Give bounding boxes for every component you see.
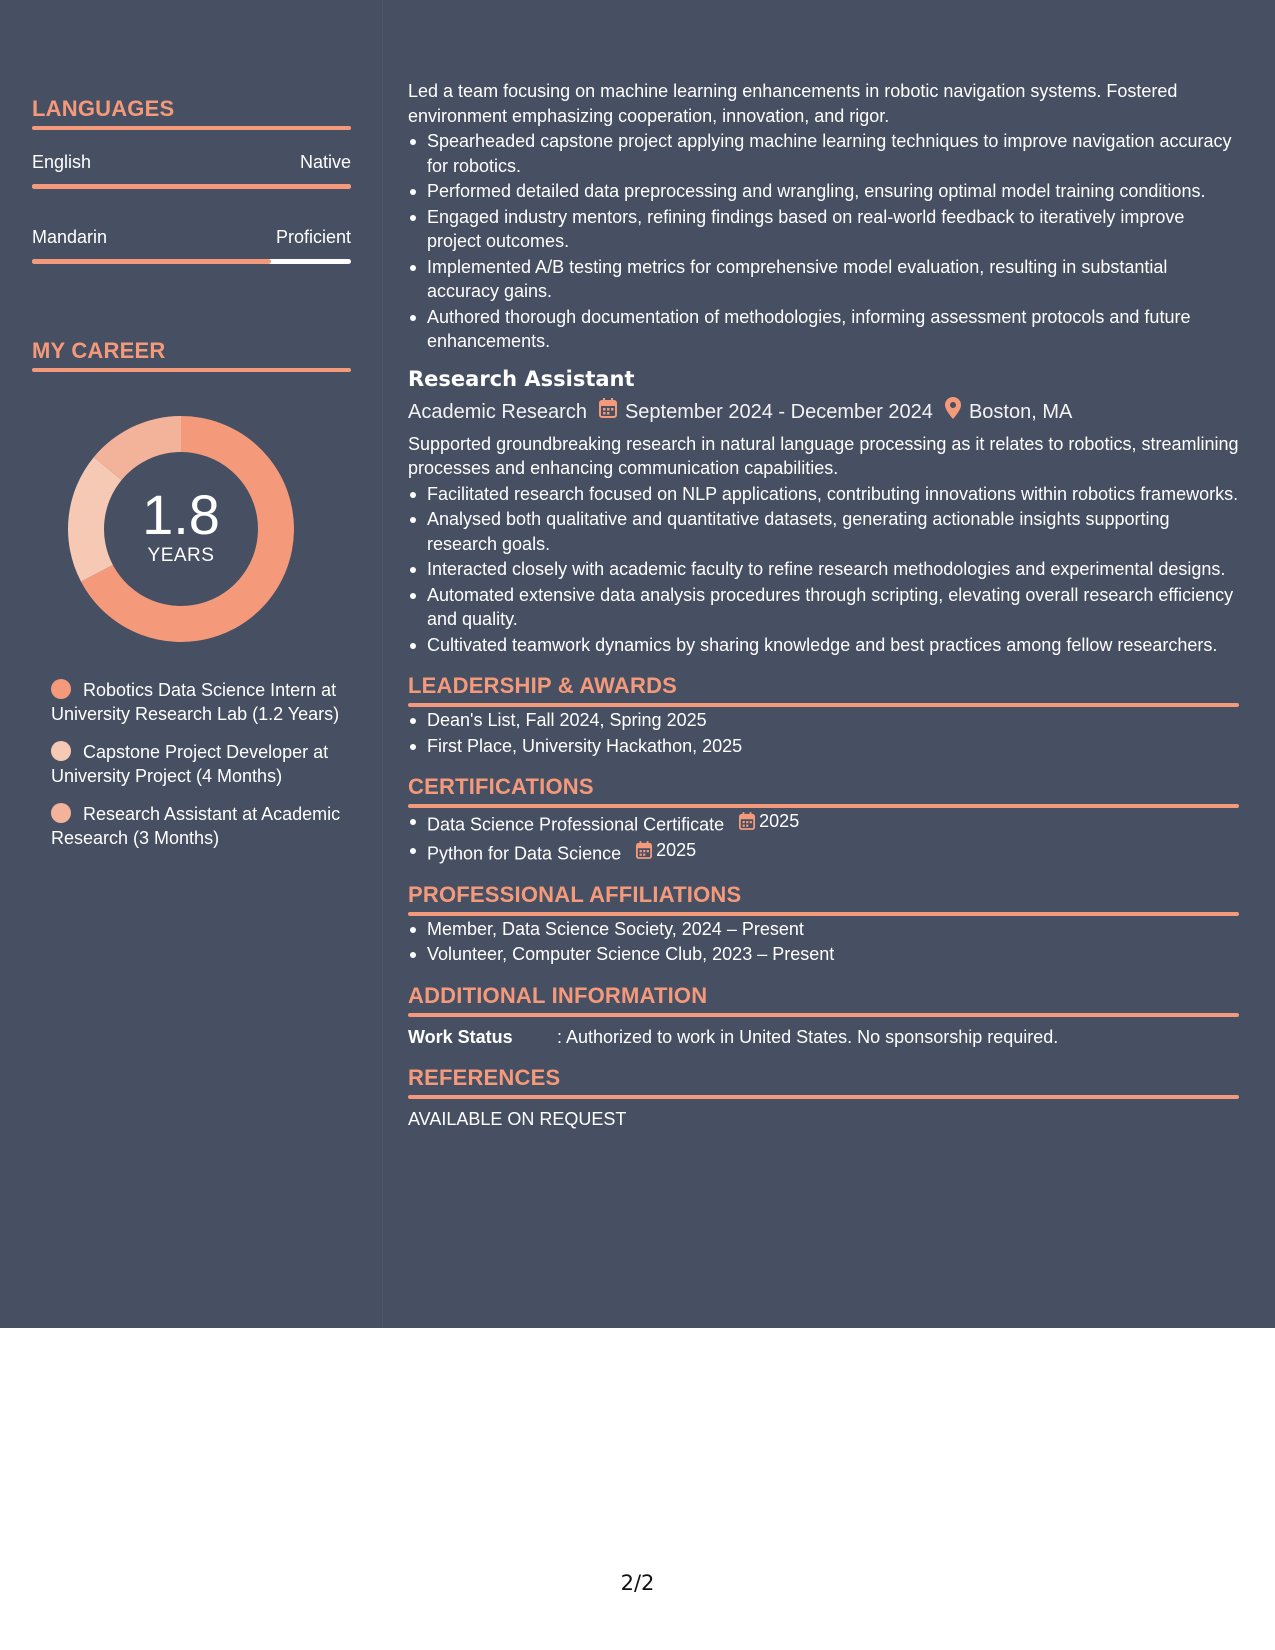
language-row — [32, 225, 351, 249]
job-entry — [408, 365, 1239, 658]
language-proficiency-fill — [32, 259, 271, 264]
references-section — [408, 1063, 1239, 1132]
legend-dot-icon — [51, 679, 71, 699]
job-summary: Led a team focusing on machine learning enhancements in robotic navigation systems. Fostered environment emphasizing cooperation, innovation, and rigor. — [408, 81, 1178, 126]
leadership-list — [408, 708, 1239, 758]
language-row — [32, 150, 351, 174]
language-name: English — [32, 152, 92, 172]
work-status-row — [408, 1025, 1239, 1049]
main-content — [408, 79, 1239, 1131]
legend-item — [51, 740, 341, 788]
language-proficiency-fill — [32, 184, 351, 189]
list-item: Performed detailed data preprocessing and wrangling, ensuring optimal model training conditions. — [408, 179, 1239, 204]
language-name: Mandarin — [32, 227, 108, 247]
cert-year-value: 2025 — [656, 839, 697, 860]
legend-item — [51, 678, 341, 726]
cert-year — [739, 809, 799, 834]
additional-info-heading: ADDITIONAL INFORMATION — [408, 982, 708, 1008]
certifications-section — [408, 772, 1239, 866]
languages-heading: LANGUAGES — [32, 96, 175, 121]
additional-info-section — [408, 981, 1239, 1049]
list-item: Cultivated teamwork dynamics by sharing knowledge and best practices among fellow researchers. — [408, 633, 1239, 658]
page-number: 2/2 — [620, 1571, 655, 1595]
references-text: AVAILABLE ON REQUEST — [408, 1108, 627, 1129]
references-heading: REFERENCES — [408, 1064, 561, 1090]
cert-year-value: 2025 — [759, 811, 800, 831]
career-total-unit: YEARS — [147, 545, 215, 566]
affiliations-list — [408, 917, 1239, 967]
career-legend — [51, 678, 341, 850]
list-item: Facilitated research focused on NLP applications, contributing innovations within robotics frameworks. — [408, 482, 1239, 507]
cert-name: Data Science Professional Certificate — [427, 814, 725, 835]
heading-rule — [408, 912, 1239, 916]
heading-rule — [408, 1095, 1239, 1099]
location-pin-icon — [945, 397, 961, 427]
language-level: Native — [299, 152, 351, 172]
job-summary: Supported groundbreaking research in natural language processing as it relates to robotics, streamlining processes and enhancing communication capabilities. — [408, 433, 1239, 478]
certifications-heading: CERTIFICATIONS — [408, 774, 594, 799]
heading-rule — [408, 804, 1239, 808]
column-divider — [382, 0, 383, 1328]
cert-year — [636, 838, 696, 863]
heading-rule — [408, 1013, 1239, 1017]
list-item: Volunteer, Computer Science Club, 2023 – Present — [408, 942, 1239, 967]
certifications-list — [408, 809, 1239, 866]
calendar-icon — [599, 398, 617, 426]
list-item: Analysed both qualitative and quantitative datasets, generating actionable insights supporting research goals. — [408, 507, 1239, 556]
list-item — [408, 838, 1239, 866]
legend-dot-icon — [51, 741, 71, 761]
job-location: Boston, MA — [968, 400, 1073, 423]
career-section — [32, 336, 351, 850]
language-proficiency-bar — [32, 259, 351, 264]
heading-rule — [32, 368, 351, 372]
list-item: Authored thorough documentation of methodologies, informing assessment protocols and future enhancements. — [408, 305, 1239, 354]
legend-label: Research Assistant at Academic Research (3 Months) — [51, 804, 341, 848]
list-item: Member, Data Science Society, 2024 – Present — [408, 917, 1239, 942]
list-item: Engaged industry mentors, refining findings based on real-world feedback to iteratively improve project outcomes. — [408, 205, 1239, 254]
heading-rule — [32, 126, 351, 130]
list-item: Dean's List, Fall 2024, Spring 2025 — [408, 708, 1239, 733]
language-level: Proficient — [275, 227, 351, 247]
calendar-icon — [636, 841, 652, 859]
donut-center — [66, 414, 296, 644]
job-company: Academic Research — [408, 400, 587, 423]
list-item: Implemented A/B testing metrics for comprehensive model evaluation, resulting in substantial accuracy gains. — [408, 255, 1239, 304]
leadership-heading: LEADERSHIP & AWARDS — [408, 673, 678, 698]
legend-label: Capstone Project Developer at University Project (4 Months) — [51, 742, 329, 786]
legend-label: Robotics Data Science Intern at University Research Lab (1.2 Years) — [51, 680, 340, 724]
job-dates: September 2024 - December 2024 — [624, 400, 933, 423]
sidebar — [32, 94, 351, 864]
list-item — [408, 809, 1239, 837]
language-proficiency-bar — [32, 184, 351, 189]
list-item: Spearheaded capstone project applying machine learning techniques to improve navigation accuracy for robotics. — [408, 129, 1239, 178]
work-status-label: Work Status — [408, 1026, 513, 1047]
affiliations-section — [408, 880, 1239, 967]
legend-item — [51, 802, 341, 850]
job-bullets — [408, 482, 1239, 658]
job-title: Research Assistant — [408, 366, 635, 391]
affiliations-heading: PROFESSIONAL AFFILIATIONS — [408, 881, 742, 907]
previous-job-entry — [408, 79, 1239, 354]
leadership-section — [408, 671, 1239, 758]
career-heading: MY CAREER — [32, 338, 166, 363]
work-status-value: : Authorized to work in United States. No sponsorship required. — [557, 1026, 1059, 1047]
career-donut-chart — [66, 414, 296, 644]
legend-dot-icon — [51, 803, 71, 823]
calendar-icon — [739, 812, 755, 830]
list-item: First Place, University Hackathon, 2025 — [408, 734, 1239, 759]
list-item: Interacted closely with academic faculty to refine research methodologies and experimental designs. — [408, 557, 1239, 582]
job-bullets — [408, 129, 1239, 354]
list-item: Automated extensive data analysis procedures through scripting, elevating overall research efficiency and quality. — [408, 583, 1239, 632]
job-meta — [408, 397, 1239, 427]
languages-section — [32, 94, 351, 264]
cert-name: Python for Data Science — [427, 843, 622, 863]
career-total-value: 1.8 — [142, 483, 220, 546]
heading-rule — [408, 703, 1239, 707]
